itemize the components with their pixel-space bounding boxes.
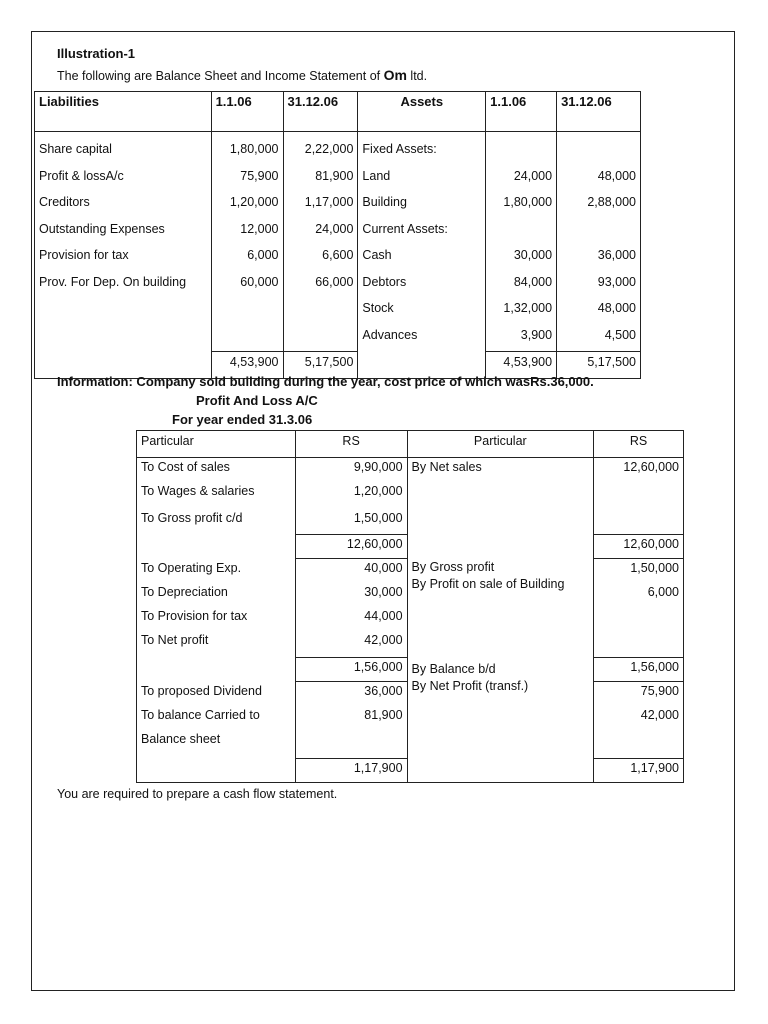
table-row <box>35 219 641 246</box>
liability-label: Provision for tax <box>35 245 212 272</box>
asset-value: 93,000 <box>557 272 641 299</box>
liability-value: 1,80,000 <box>211 132 283 166</box>
asset-value <box>486 219 557 246</box>
total-value: 4,53,900 <box>211 351 283 378</box>
debit-value: 81,900 <box>295 706 407 730</box>
table-row <box>35 325 641 352</box>
date-header: 31.12.06 <box>283 92 358 132</box>
empty-cell <box>407 506 594 535</box>
table-row <box>137 706 684 730</box>
liability-value: 81,900 <box>283 166 358 193</box>
empty-cell <box>594 482 684 506</box>
asset-label: Building <box>358 192 486 219</box>
liability-label <box>35 298 212 325</box>
asset-label: Land <box>358 166 486 193</box>
asset-value: 30,000 <box>486 245 557 272</box>
asset-value: 48,000 <box>557 166 641 193</box>
table-row <box>137 458 684 482</box>
liability-label: Share capital <box>35 132 212 166</box>
table-row <box>35 166 641 193</box>
empty-cell <box>407 607 594 631</box>
debit-value: 44,000 <box>295 607 407 631</box>
liability-label <box>35 325 212 352</box>
asset-value: 3,900 <box>486 325 557 352</box>
rs-header: RS <box>594 431 684 458</box>
information-note: Information: Company sold building during the year, cost price of which wasRs.36,000. <box>57 374 594 389</box>
asset-value <box>486 132 557 166</box>
table-row <box>137 631 684 658</box>
liability-label: Profit & lossA/c <box>35 166 212 193</box>
liability-label: Creditors <box>35 192 212 219</box>
empty-cell <box>407 482 594 506</box>
pl-header <box>137 431 684 458</box>
table-row <box>137 482 684 506</box>
debit-label: To proposed Dividend <box>137 682 296 706</box>
date-header: 31.12.06 <box>557 92 641 132</box>
subtotal-value: 1,56,000 <box>594 658 684 682</box>
credit-label: By Balance b/d <box>411 661 496 676</box>
empty-cell <box>594 631 684 658</box>
debit-label: To Operating Exp. <box>137 559 296 583</box>
footer-instruction: You are required to prepare a cash flow statement. <box>57 787 338 801</box>
credit-value: 42,000 <box>594 706 684 730</box>
credit-value: 1,50,000 <box>594 559 684 583</box>
debit-label: To Cost of sales <box>137 458 296 482</box>
balance-sheet-table <box>34 91 641 379</box>
illustration-heading: Illustration-1 <box>57 46 136 61</box>
debit-value: 9,90,000 <box>295 458 407 482</box>
liability-value <box>211 298 283 325</box>
empty-cell <box>137 759 296 783</box>
asset-label: Cash <box>358 245 486 272</box>
empty-cell <box>407 706 594 730</box>
credit-value: 6,000 <box>594 583 684 607</box>
table-row <box>35 298 641 325</box>
credit-value: 12,60,000 <box>594 458 684 482</box>
subtotal-value: 12,60,000 <box>594 535 684 559</box>
debit-value: 40,000 <box>295 559 407 583</box>
debit-value: 1,20,000 <box>295 482 407 506</box>
asset-value: 48,000 <box>557 298 641 325</box>
liability-value: 2,22,000 <box>283 132 358 166</box>
table-row <box>35 132 641 166</box>
debit-label: To Gross profit c/d <box>137 506 296 535</box>
liability-value: 1,17,000 <box>283 192 358 219</box>
debit-label: Balance sheet <box>137 730 296 759</box>
liability-label: Outstanding Expenses <box>35 219 212 246</box>
liability-value: 6,600 <box>283 245 358 272</box>
empty-cell <box>407 535 594 559</box>
total-value: 4,53,900 <box>486 351 557 378</box>
asset-value: 84,000 <box>486 272 557 299</box>
debit-value: 42,000 <box>295 631 407 658</box>
liability-value: 24,000 <box>283 219 358 246</box>
table-row <box>35 192 641 219</box>
total-value: 5,17,500 <box>557 351 641 378</box>
asset-value: 36,000 <box>557 245 641 272</box>
liability-value <box>283 298 358 325</box>
liability-value: 75,900 <box>211 166 283 193</box>
empty-cell <box>407 730 594 759</box>
debit-label: To Provision for tax <box>137 607 296 631</box>
asset-label: Current Assets: <box>358 219 486 246</box>
empty-cell <box>137 658 296 682</box>
asset-label: Fixed Assets: <box>358 132 486 166</box>
total-value: 1,17,900 <box>594 759 684 783</box>
credit-label: By Net Profit (transf.) <box>411 678 529 693</box>
credit-label-group <box>407 658 594 706</box>
debit-label: To Net profit <box>137 631 296 658</box>
subtotal-row <box>137 658 684 682</box>
debit-value: 36,000 <box>295 682 407 706</box>
particular-header: Particular <box>137 431 296 458</box>
asset-value <box>557 132 641 166</box>
total-row <box>137 759 684 783</box>
total-value: 5,17,500 <box>283 351 358 378</box>
balance-sheet-header <box>35 92 641 132</box>
debit-label: To Depreciation <box>137 583 296 607</box>
particular-header: Particular <box>407 431 594 458</box>
asset-value: 24,000 <box>486 166 557 193</box>
debit-value <box>295 730 407 759</box>
pl-year: For year ended 31.3.06 <box>172 412 313 427</box>
subtotal-value: 12,60,000 <box>295 535 407 559</box>
table-row <box>137 559 684 583</box>
liability-label: Prov. For Dep. On building <box>35 272 212 299</box>
debit-label: To Wages & salaries <box>137 482 296 506</box>
intro-text: The following are Balance Sheet and Income Statement of Om ltd. <box>57 67 428 83</box>
subtotal-row <box>137 535 684 559</box>
credit-value: 75,900 <box>594 682 684 706</box>
date-header: 1.1.06 <box>486 92 557 132</box>
asset-label: Debtors <box>358 272 486 299</box>
liability-value <box>211 325 283 352</box>
debit-label: To balance Carried to <box>137 706 296 730</box>
liabilities-header: Liabilities <box>35 92 212 132</box>
credit-label: By Gross profit <box>411 559 495 574</box>
pl-title: Profit And Loss A/C <box>196 393 318 408</box>
empty-cell <box>594 730 684 759</box>
asset-value: 4,500 <box>557 325 641 352</box>
subtotal-value: 1,56,000 <box>295 658 407 682</box>
date-header: 1.1.06 <box>211 92 283 132</box>
liability-value: 6,000 <box>211 245 283 272</box>
table-row <box>137 506 684 535</box>
liability-value: 1,20,000 <box>211 192 283 219</box>
liability-value: 12,000 <box>211 219 283 246</box>
asset-label: Stock <box>358 298 486 325</box>
empty-cell <box>594 607 684 631</box>
table-row <box>137 607 684 631</box>
asset-value: 2,88,000 <box>557 192 641 219</box>
table-row <box>35 245 641 272</box>
empty-cell <box>407 759 594 783</box>
credit-label: By Net sales <box>407 458 594 482</box>
assets-header: Assets <box>358 92 486 132</box>
liability-value: 66,000 <box>283 272 358 299</box>
asset-value: 1,80,000 <box>486 192 557 219</box>
liability-value: 60,000 <box>211 272 283 299</box>
profit-loss-table <box>136 430 684 783</box>
debit-value: 30,000 <box>295 583 407 607</box>
table-row <box>137 730 684 759</box>
asset-value <box>557 219 641 246</box>
credit-label: By Profit on sale of Building <box>411 576 565 591</box>
debit-value: 1,50,000 <box>295 506 407 535</box>
credit-label-group <box>407 559 594 607</box>
rs-header: RS <box>295 431 407 458</box>
empty-cell <box>594 506 684 535</box>
table-row <box>35 272 641 299</box>
empty-cell <box>137 535 296 559</box>
empty-cell <box>407 631 594 658</box>
asset-value: 1,32,000 <box>486 298 557 325</box>
asset-label: Advances <box>358 325 486 352</box>
total-value: 1,17,900 <box>295 759 407 783</box>
liability-value <box>283 325 358 352</box>
